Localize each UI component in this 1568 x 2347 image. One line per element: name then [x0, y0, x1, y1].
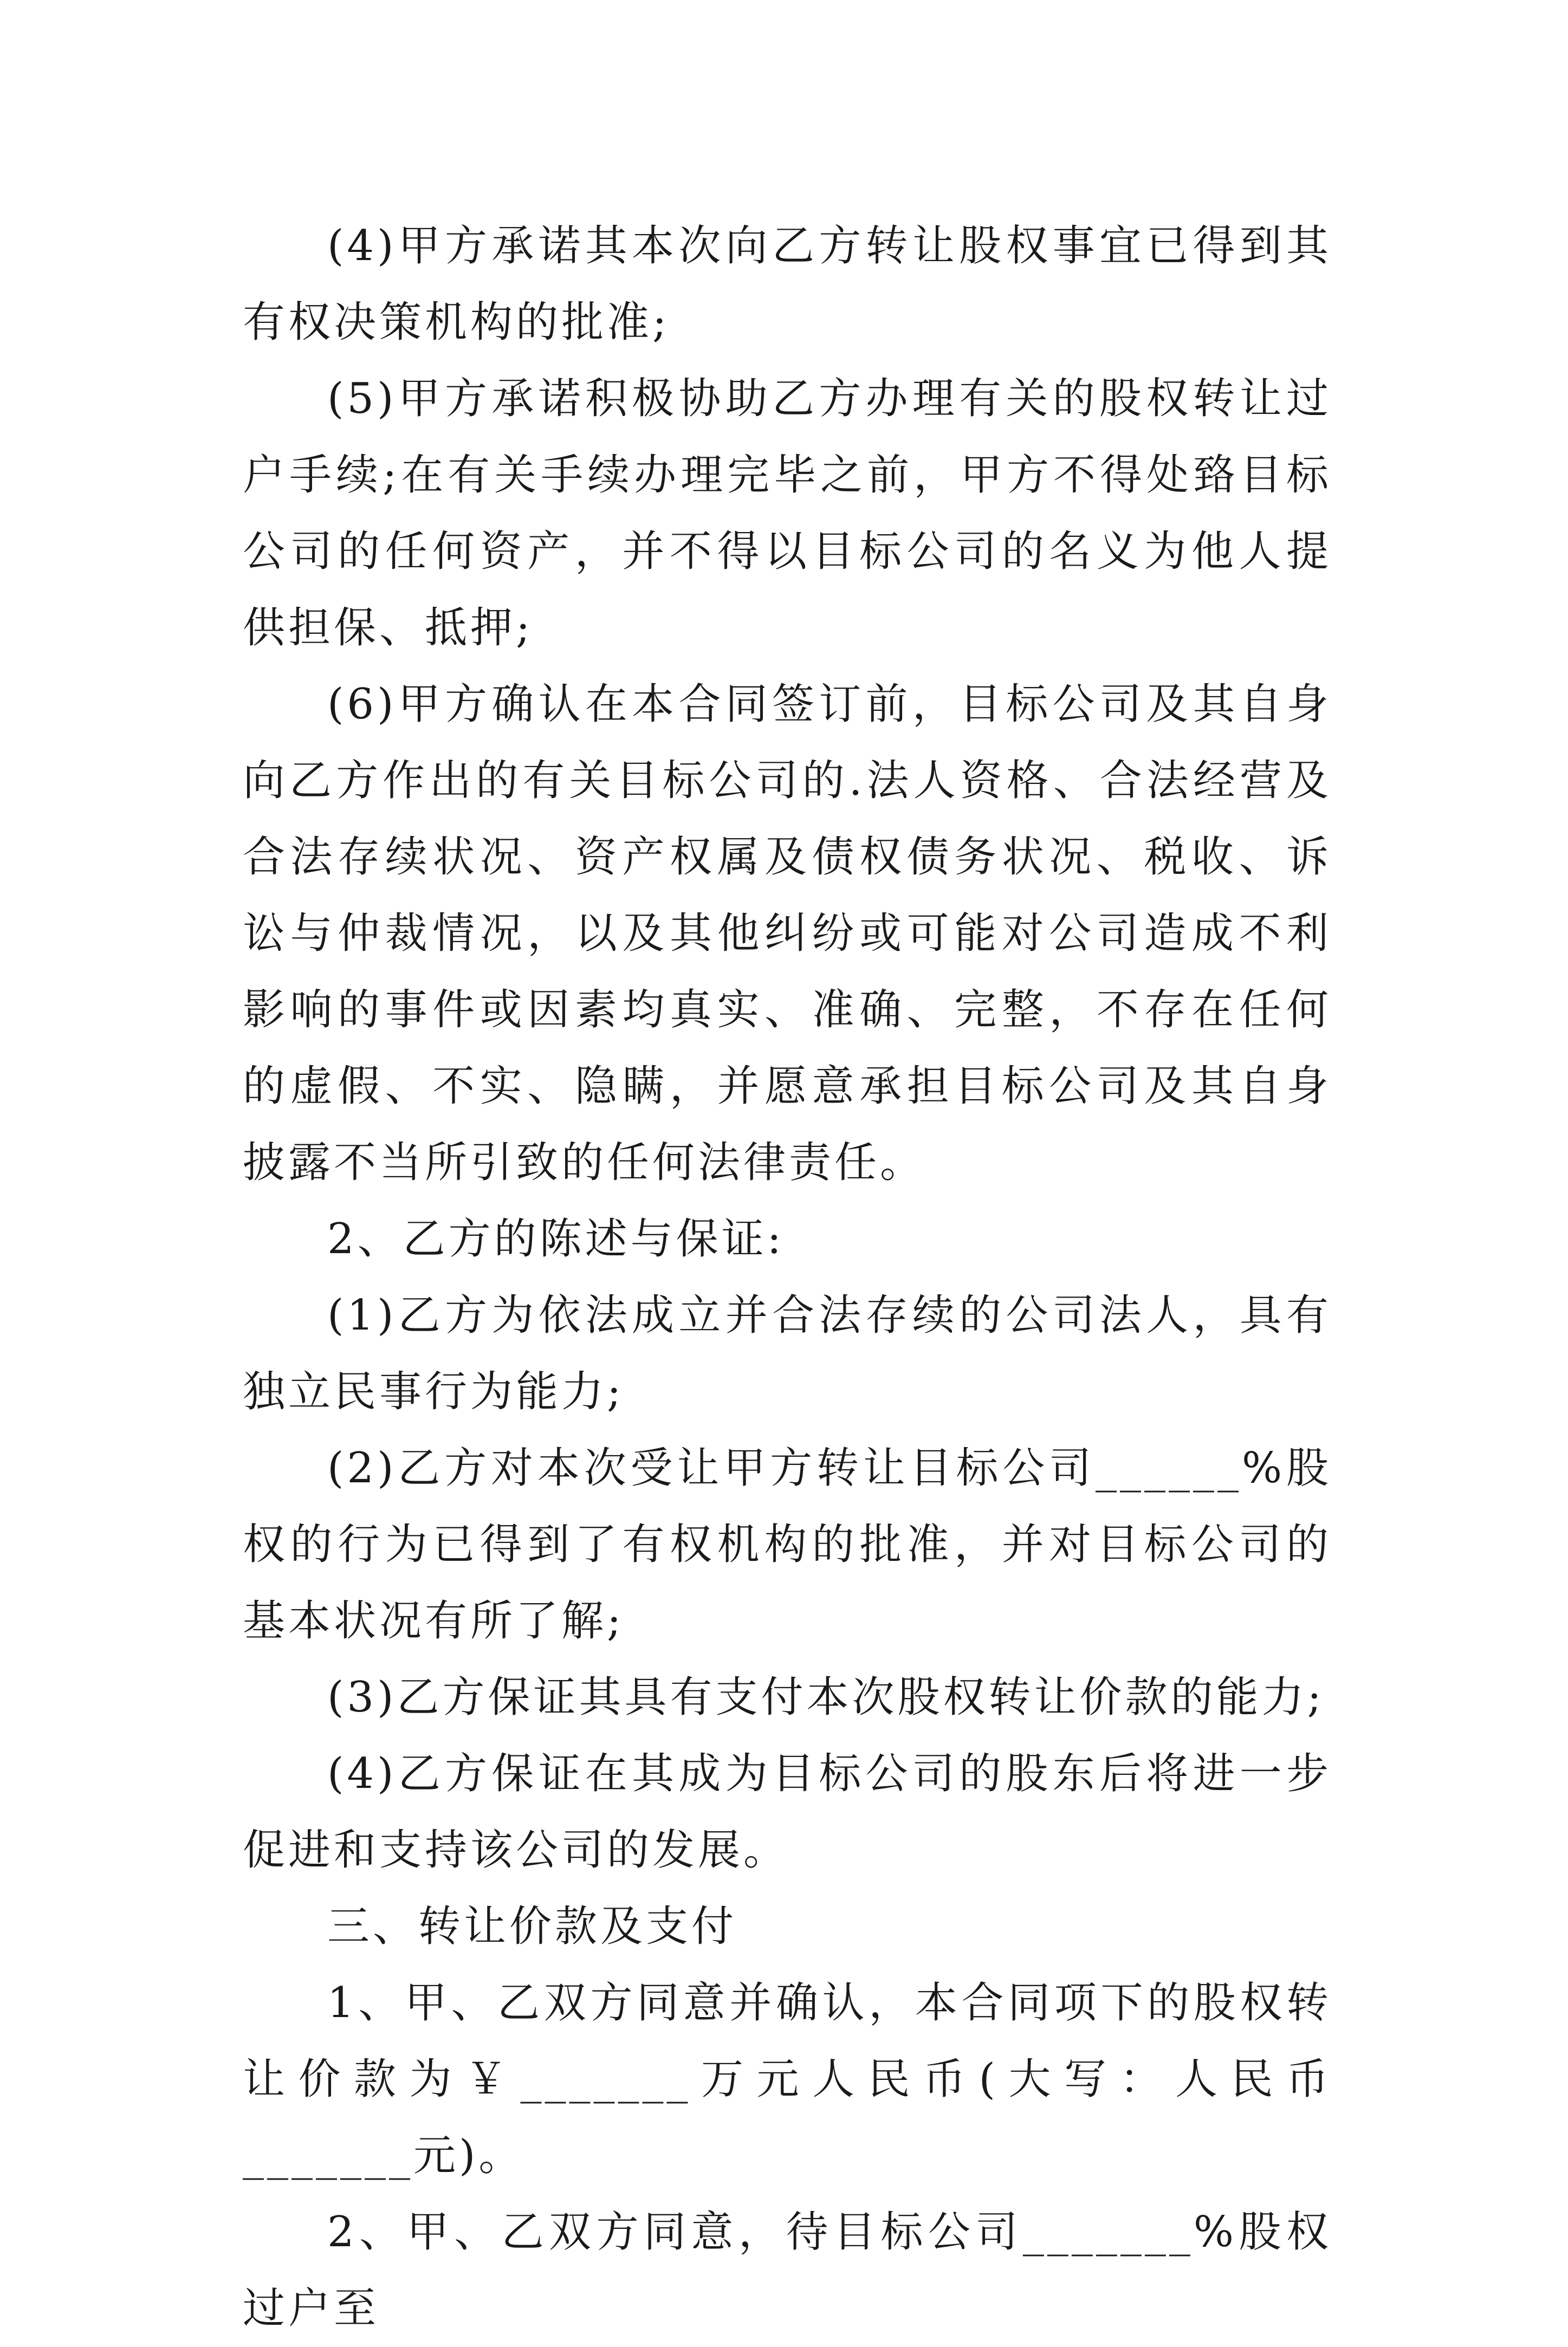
paragraph-party-b-approval: (2)乙方对本次受让甲方转让目标公司______%股权的行为已得到了有权机构的批准，并对目标公司的基本状况有所了解; — [243, 1444, 1332, 1645]
paragraph-party-b-payment-ability: (3)乙方保证其具有支付本次股权转让价款的能力; — [327, 1673, 1325, 1722]
section-heading-party-b-warranties: 2、乙方的陈述与保证: — [327, 1215, 785, 1263]
paragraph-transfer-condition: 2、甲、乙双方同意，待目标公司_______%股权过户至 — [243, 2208, 1332, 2333]
paragraph-party-b-support: (4)乙方保证在其成为目标公司的股东后将进一步促进和支持该公司的发展。 — [243, 1749, 1332, 1875]
section-heading-price-payment: 三、转让价款及支付 — [327, 1902, 737, 1951]
paragraph-party-a-transfer-assist: (5)甲方承诺积极协助乙方办理有关的股权转让过户手续;在有关手续办理完毕之前，甲方不得处臵目标公司的任何资产，并不得以目标公司的名义为他人提供担保、抵押; — [243, 374, 1332, 652]
paragraph-party-a-disclosure: (6)甲方确认在本合同签订前，目标公司及其自身向乙方作出的有关目标公司的.法人资格、合法经营及合法存续状况、资产权属及债权债务状况、税收、诉讼与仲裁情况，以及其他纠纷或可能对公司造成不利影响的事件或因素均真实、准确、完整，不存在任何的虚假、不实、隐瞒，并愿意承担目标公司及其自身披露不当所引致的任何法律责任。 — [243, 680, 1332, 1187]
paragraph-party-a-approval: (4)甲方承诺其本次向乙方转让股权事宜已得到其有权决策机构的批准; — [243, 222, 1332, 347]
paragraph-price: 1、甲、乙双方同意并确认，本合同项下的股权转让价款为￥_______万元人民币(大写：人民币_______元)。 — [243, 1979, 1332, 2180]
paragraph-party-b-legal-entity: (1)乙方为依法成立并合法存续的公司法人，具有独立民事行为能力; — [243, 1291, 1332, 1416]
document-body — [243, 208, 1332, 2347]
